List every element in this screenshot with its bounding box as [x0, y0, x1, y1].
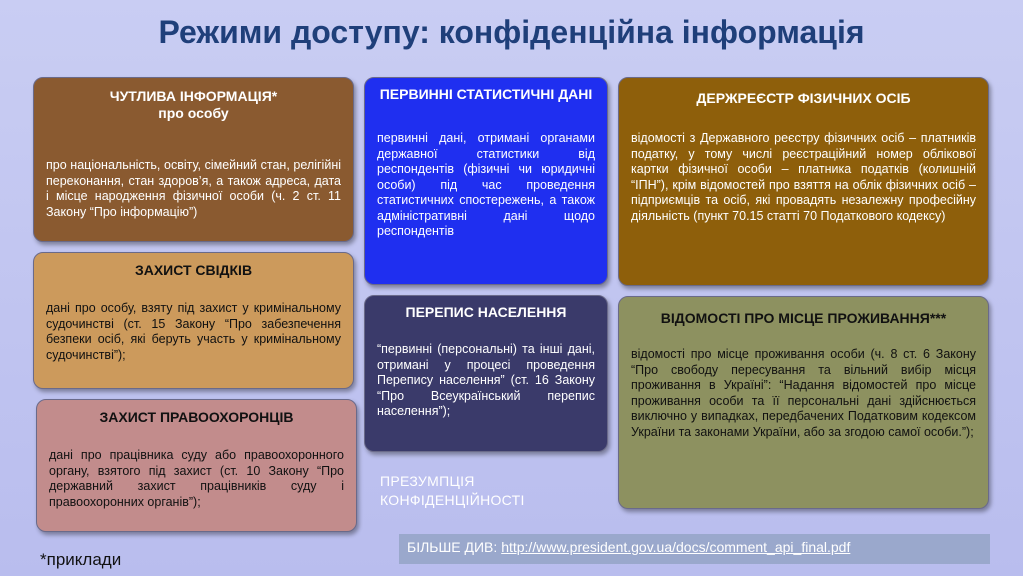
- page-title: Режими доступу: конфіденційна інформація: [158, 14, 865, 50]
- card-heading: ПЕРЕПИС НАСЕЛЕННЯ: [405, 304, 567, 320]
- card-primary-statistics: [364, 77, 608, 285]
- card-body: відомості з Державного реєстру фізичних осіб – платників податку, у тому числі реєстраційний номер облікової картки фізичної особи – платника податків (колишній “ІПН”), крім відомостей про взяття на облік фізичних осіб – підприємців та осіб, які провадять незалежну професійну діяльність (пункт 70.15 статті 70 Податкового кодексу): [631, 131, 976, 223]
- card-body: відомості про місце проживання особи (ч. 8 ст. 6 Закону “Про свободу пересування та вільний вибір місця проживання в Україні”: “Надання відомостей про місце проживання особи та її персональні дані здійснюється виключно у випадках, передбачених Податковим кодексом України та законами України, або за згодою самої особи.”);: [631, 347, 976, 439]
- card-heading: ЗАХИСТ СВІДКІВ: [134, 262, 253, 278]
- card-residence-info: [618, 296, 989, 509]
- card-heading: ПЕРВИННІ СТАТИСТИЧНІ ДАНІ: [379, 86, 593, 102]
- card-heading: [34, 78, 353, 128]
- card-law-enforcement-protection: [36, 399, 357, 532]
- card-heading-line1: ЧУТЛИВА ІНФОРМАЦІЯ*: [109, 88, 278, 104]
- card-body: дані про особу, взяту під захист у кримінальному судочинстві (ст. 15 Закону “Про забезпечення безпеки осіб, які беруть участь у кримінальному судочинстві”);: [46, 301, 341, 362]
- footnote: *приклади: [40, 550, 122, 569]
- card-sensitive-info: [33, 77, 354, 242]
- more-info-link[interactable]: http://www.president.gov.ua/docs/comment_api_final.pdf: [501, 539, 851, 555]
- card-heading: ВІДОМОСТІ ПРО МІСЦЕ ПРОЖИВАННЯ***: [660, 310, 947, 326]
- card-body: про національність, освіту, сімейний стан, релігійні переконання, стан здоров’я, а також адреса, дата і місце народження фізичної особи (ч. 2 ст. 11 Закону “Про інформацію”): [46, 158, 341, 219]
- card-heading-line2: про особу: [158, 105, 229, 121]
- card-census: [364, 295, 608, 452]
- card-body: “первинні (персональні) та інші дані, отримані у процесі проведення Перепису населення” (ст. 16 Закону “Про Всеукраїнський перепис населення”);: [377, 342, 595, 418]
- more-info-bar: [399, 534, 990, 564]
- card-body: дані про працівника суду або правоохоронного органу, взятого під захист (ст. 10 Закону “Про державний захист працівників суду і правоохоронних органів”);: [49, 448, 344, 509]
- presumption-label: ПРЕЗУМПЦІЯ КОНФІДЕНЦІЙНОСТІ: [380, 473, 525, 508]
- card-body: первинні дані, отримані органами державної статистики від респондентів (фізичні чи юридичні особи) під час проведення статистичних спостережень, а також адміністративні дані щодо респондентів: [377, 131, 595, 238]
- card-tax-registry: [618, 77, 989, 286]
- card-heading: ЗАХИСТ ПРАВООХОРОНЦІВ: [99, 409, 294, 425]
- more-info-label: БІЛЬШЕ ДИВ:: [407, 539, 498, 555]
- card-heading: ДЕРЖРЕЄСТР ФІЗИЧНИХ ОСІБ: [696, 90, 911, 106]
- card-witness-protection: [33, 252, 354, 389]
